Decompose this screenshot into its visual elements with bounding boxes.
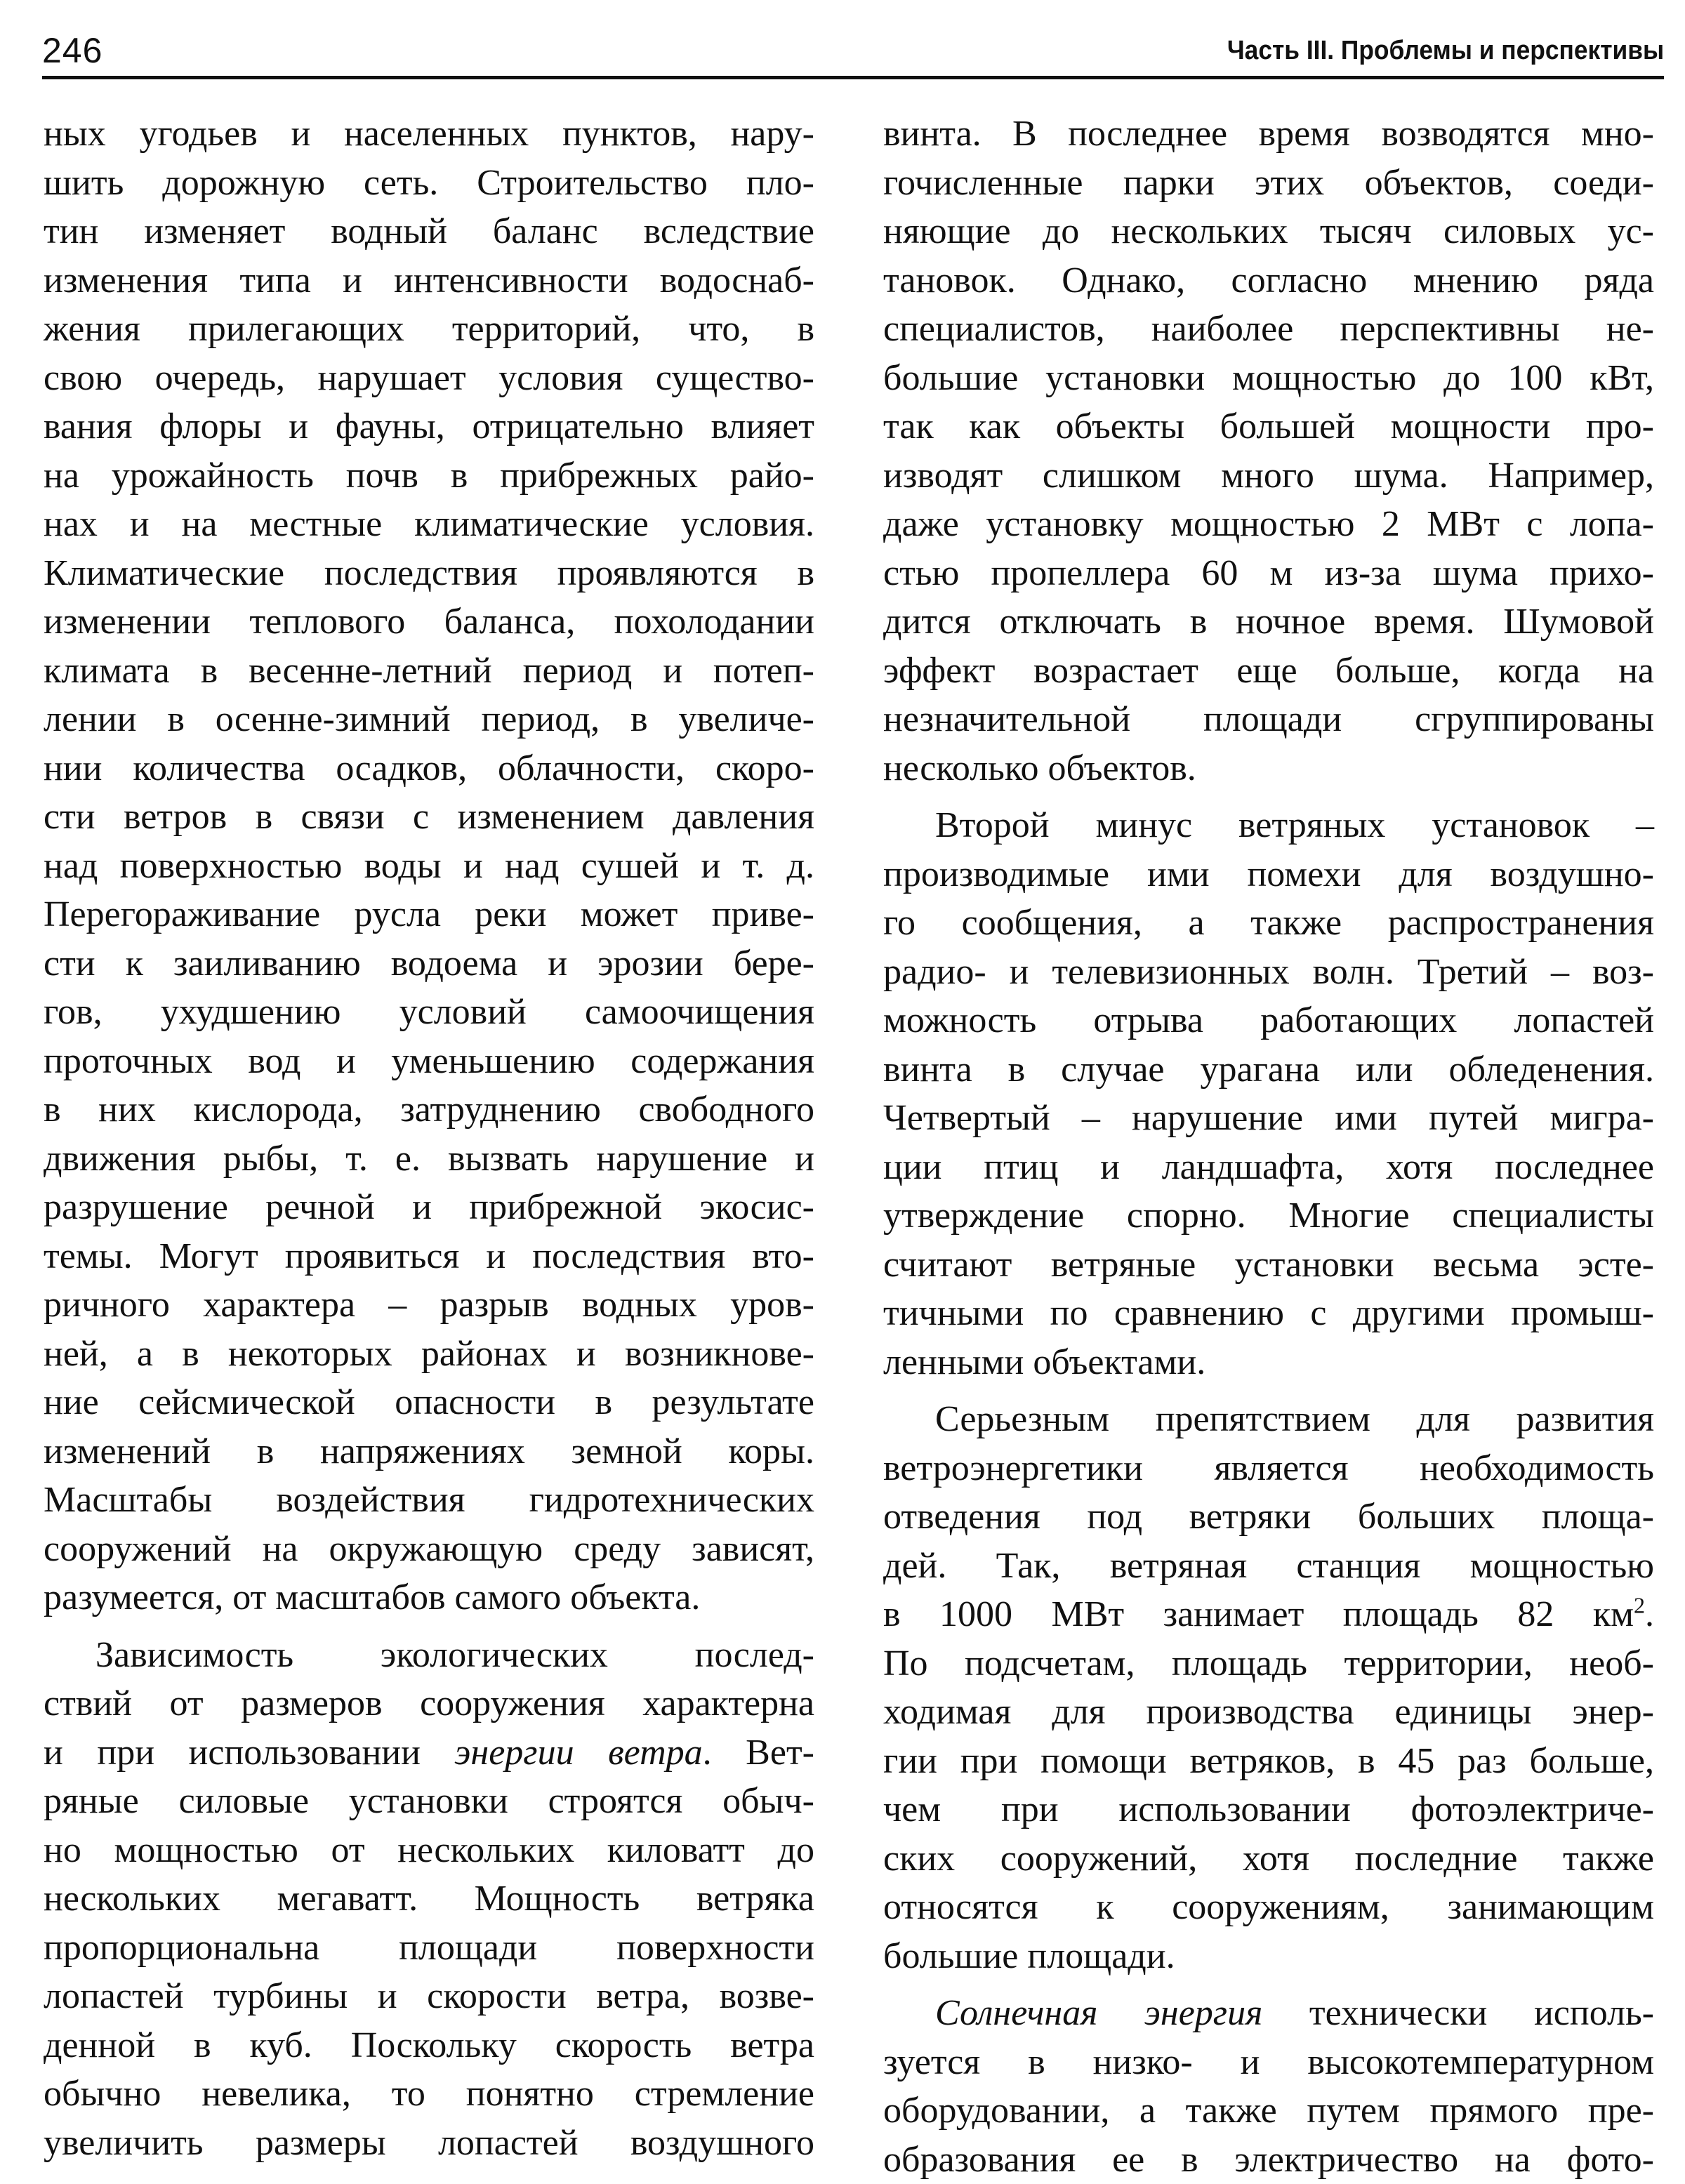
emphasis-wind-energy: энергии ветра [454, 1733, 702, 1773]
text-line: По подсчетам, площадь территории, необ- [883, 1639, 1654, 1688]
text-line: гии при помощи ветряков, в 45 раз больше, [883, 1737, 1654, 1786]
text-line: климата в весенне-летний период и потеп- [44, 647, 814, 696]
text-line: сти к заиливанию водоема и эрозии бере- [44, 939, 814, 988]
text-line: в них кислорода, затруднению свободного [44, 1085, 814, 1134]
text-line: движения рыбы, т. е. вызвать нарушение и [44, 1134, 814, 1184]
text-line: считают ветряные установки весьма эсте- [883, 1240, 1654, 1290]
text-line: ние сейсмической опасности в результате [44, 1378, 814, 1427]
text-line: вания флоры и фауны, отрицательно влияет [44, 402, 814, 451]
text-line: изменения типа и интенсивности водоснаб- [44, 256, 814, 305]
right-column [883, 110, 1654, 2184]
page-header [42, 28, 1664, 79]
text-line: лопастей турбины и скорости ветра, возве- [44, 1972, 814, 2021]
text-line: Четвертый – нарушение ими путей мигра- [883, 1094, 1654, 1143]
paragraph-wind-minuses [883, 801, 1654, 1386]
text-line: изменений в напряжениях земной коры. [44, 1427, 814, 1476]
text-line: винта. В последнее время возводятся мно- [883, 110, 1654, 159]
text-line: тичными по сравнению с другими промыш- [883, 1289, 1654, 1338]
text-line: в 1000 МВт занимает площадь 82 $км^2$. [883, 1590, 1654, 1639]
text-line: Солнечная энергия технически исполь- [883, 1989, 1654, 2038]
text-line: изменении теплового баланса, похолодании [44, 597, 814, 647]
text-line: радио- и телевизионных волн. Третий – воз- [883, 948, 1654, 997]
text-line: проточных вод и уменьшению содержания [44, 1037, 814, 1086]
text-line: даже установку мощностью 2 МВт с лопа- [883, 500, 1654, 549]
text-line: винта в случае урагана или обледенения. [883, 1045, 1654, 1094]
text-line: большие установки мощностью до 100 кВт, [883, 354, 1654, 403]
text-line: отведения под ветряки больших площа- [883, 1493, 1654, 1542]
text-line: большие площади. [883, 1932, 1654, 1981]
text-line: ней, а в некоторых районах и возникнове- [44, 1330, 814, 1379]
text-line: жения прилегающих территорий, что, в [44, 305, 814, 354]
text-line: оборудовании, а также путем прямого пре- [883, 2086, 1654, 2136]
text-line: относятся к сооружениям, занимающим [883, 1883, 1654, 1932]
paragraph-wind-area [883, 1395, 1654, 1980]
text-line: можность отрыва работающих лопастей [883, 996, 1654, 1045]
text-line: утверждение спорно. Многие специалисты [883, 1191, 1654, 1240]
text-line: няющие до нескольких тысяч силовых ус- [883, 207, 1654, 256]
text-line: образования ее в электричество на фото- [883, 2136, 1654, 2184]
text-line: разумеется, от масштабов самого объекта. [44, 1573, 814, 1622]
text-line: эффект возрастает еще больше, когда на [883, 647, 1654, 696]
text-line: производимые ими помехи для воздушно- [883, 850, 1654, 899]
text-line: ричного характера – разрыв водных уров- [44, 1280, 814, 1330]
text-line: ствий от размеров сооружения характерна [44, 1679, 814, 1728]
text-line: сооружений на окружающую среду зависят, [44, 1525, 814, 1574]
text-line: сти ветров в связи с изменением давления [44, 793, 814, 842]
paragraph-solar-energy [883, 1989, 1654, 2184]
paragraph-wind-energy [44, 1631, 814, 2168]
superscript-2: 2 [1634, 1593, 1645, 1618]
text-line: ных угодьев и населенных пунктов, нару- [44, 110, 814, 159]
text-line: шить дорожную сеть. Строительство пло- [44, 159, 814, 208]
text-line: ленными объектами. [883, 1338, 1654, 1387]
text-line: нии количества осадков, облачности, скоро- [44, 744, 814, 793]
text-line: Зависимость экологических послед- [44, 1631, 814, 1680]
text-line: темы. Могут проявиться и последствия вто- [44, 1232, 814, 1281]
text-line: незначительной площади сгруппированы [883, 695, 1654, 744]
text-line: несколько объектов. [883, 744, 1654, 793]
text-line: Второй минус ветряных установок – [883, 801, 1654, 850]
text-line: тин изменяет водный баланс вследствие [44, 207, 814, 256]
text-line: так как объекты большей мощности про- [883, 402, 1654, 451]
running-title: Часть III. Проблемы и перспективы [1227, 34, 1664, 67]
text-line: нескольких мегаватт. Мощность ветряка [44, 1874, 814, 1924]
text-line: и при использовании энергии ветра. Вет- [44, 1728, 814, 1778]
text-line: пропорциональна площади поверхности [44, 1924, 814, 1973]
left-column [44, 110, 814, 2167]
text-line: увеличить размеры лопастей воздушного [44, 2119, 814, 2168]
text-line: ских сооружений, хотя последние также [883, 1834, 1654, 1884]
text-line: Климатические последствия проявляются в [44, 549, 814, 598]
text-line: гов, ухудшению условий самоочищения [44, 988, 814, 1037]
text-line: ции птиц и ландшафта, хотя последнее [883, 1143, 1654, 1192]
emphasis-solar-energy: Солнечная энергия [935, 1993, 1262, 2033]
text-line: тановок. Однако, согласно мнению ряда [883, 256, 1654, 305]
text-line: Масштабы воздействия гидротехнических [44, 1476, 814, 1525]
text-line: чем при использовании фотоэлектриче- [883, 1785, 1654, 1834]
text-line: лении в осенне-зимний период, в увеличе- [44, 695, 814, 744]
text-line: дей. Так, ветряная станция мощностью [883, 1542, 1654, 1591]
paragraph-wind-noise [883, 110, 1654, 793]
text-line: гочисленные парки этих объектов, соеди- [883, 159, 1654, 208]
text-line: дится отключать в ночное время. Шумовой [883, 597, 1654, 647]
text-line: свою очередь, нарушает условия существо- [44, 354, 814, 403]
text-line: но мощностью от нескольких киловатт до [44, 1826, 814, 1875]
text-line: ходимая для производства единицы энер- [883, 1688, 1654, 1737]
text-line: над поверхностью воды и над сушей и т. д. [44, 842, 814, 891]
text-line: зуется в низко- и высокотемпературном [883, 2038, 1654, 2087]
text-line: денной в куб. Поскольку скорость ветра [44, 2021, 814, 2070]
text-line: специалистов, наиболее перспективны не- [883, 305, 1654, 354]
text-line: ряные силовые установки строятся обыч- [44, 1777, 814, 1826]
text-line: ветроэнергетики является необходимость [883, 1444, 1654, 1493]
text-line: стью пропеллера 60 м из-за шума прихо- [883, 549, 1654, 598]
page-number: 246 [42, 31, 103, 70]
text-line: нах и на местные климатические условия. [44, 500, 814, 549]
text-line: го сообщения, а также распространения [883, 899, 1654, 948]
text-line: разрушение речной и прибрежной экосис- [44, 1183, 814, 1232]
text-line: Серьезным препятствием для развития [883, 1395, 1654, 1444]
text-line: на урожайность почв в прибрежных райо- [44, 451, 814, 501]
text-line: изводят слишком много шума. Например, [883, 451, 1654, 501]
text-line: Перегораживание русла реки может приве- [44, 890, 814, 939]
paragraph-hydro-effects [44, 110, 814, 1622]
text-line: обычно невелика, то понятно стремление [44, 2070, 814, 2119]
